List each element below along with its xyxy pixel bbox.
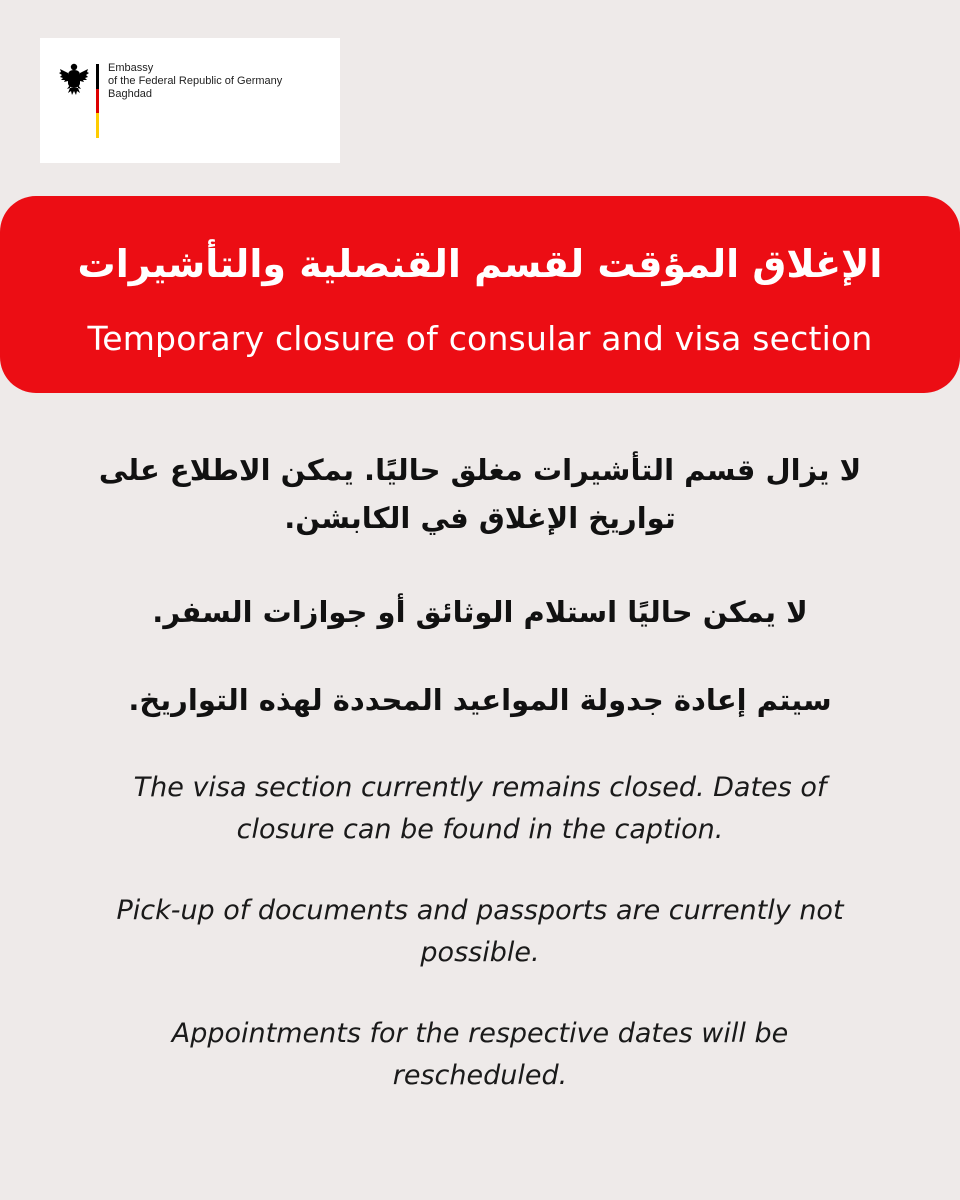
notice-arabic-visa-closed: لا يزال قسم التأشيرات مغلق حاليًا. يمكن الاطلاع على تواريخ الإغلاق في الكابشن. (98, 453, 862, 535)
closure-banner (0, 196, 960, 393)
notice-english-pickup: Pick-up of documents and passports are currently not possible. (116, 895, 844, 968)
embassy-name-line1: Embassy (108, 62, 154, 74)
notice-english-appointments: Appointments for the respective dates will be rescheduled. (171, 1018, 789, 1091)
embassy-logo (40, 38, 340, 163)
embassy-name-line2: of the Federal Republic of Germany (108, 75, 283, 87)
embassy-name-line3: Baghdad (108, 88, 153, 100)
notice-arabic-appointments: سيتم إعادة جدولة المواعيد المحددة لهذه التواريخ. (128, 683, 832, 717)
banner-title-arabic: الإغلاق المؤقت لقسم القنصلية والتأشيرات (77, 242, 883, 286)
banner-title-english: Temporary closure of consular and visa section (87, 319, 873, 358)
embassy-name (108, 62, 282, 101)
federal-eagle-icon (59, 62, 89, 96)
notice-arabic-pickup: لا يمكن حاليًا استلام الوثائق أو جوازات السفر. (152, 595, 808, 629)
notice-english-visa-closed: The visa section currently remains closed. Dates of closure can be found in the caption. (133, 772, 827, 845)
german-flag-bar (96, 64, 99, 138)
